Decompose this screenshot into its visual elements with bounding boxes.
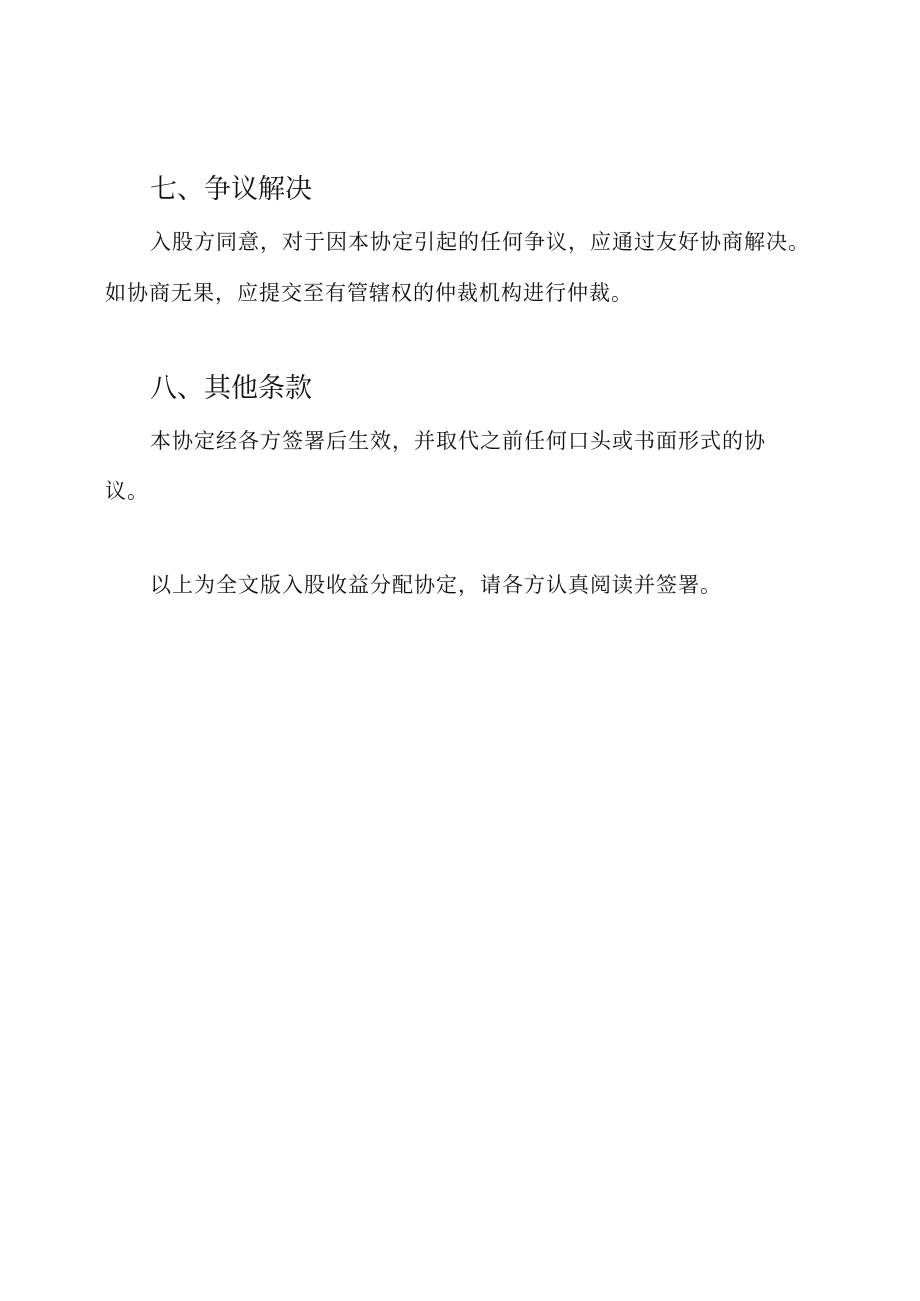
- section-heading-dispute-resolution: 七、争议解决: [150, 174, 312, 205]
- paragraph-line: 议。: [105, 479, 149, 503]
- paragraph-line: 本协定经各方签署后生效，并取代之前任何口头或书面形式的协: [150, 429, 766, 453]
- paragraph-line: 如协商无果，应提交至有管辖权的仲裁机构进行仲裁。: [105, 281, 633, 305]
- section-heading-other-terms: 八、其他条款: [150, 373, 312, 404]
- paragraph-line: 入股方同意，对于因本协定引起的任何争议，应通过友好协商解决。: [150, 230, 810, 254]
- closing-statement: 以上为全文版入股收益分配协定，请各方认真阅读并签署。: [150, 573, 722, 597]
